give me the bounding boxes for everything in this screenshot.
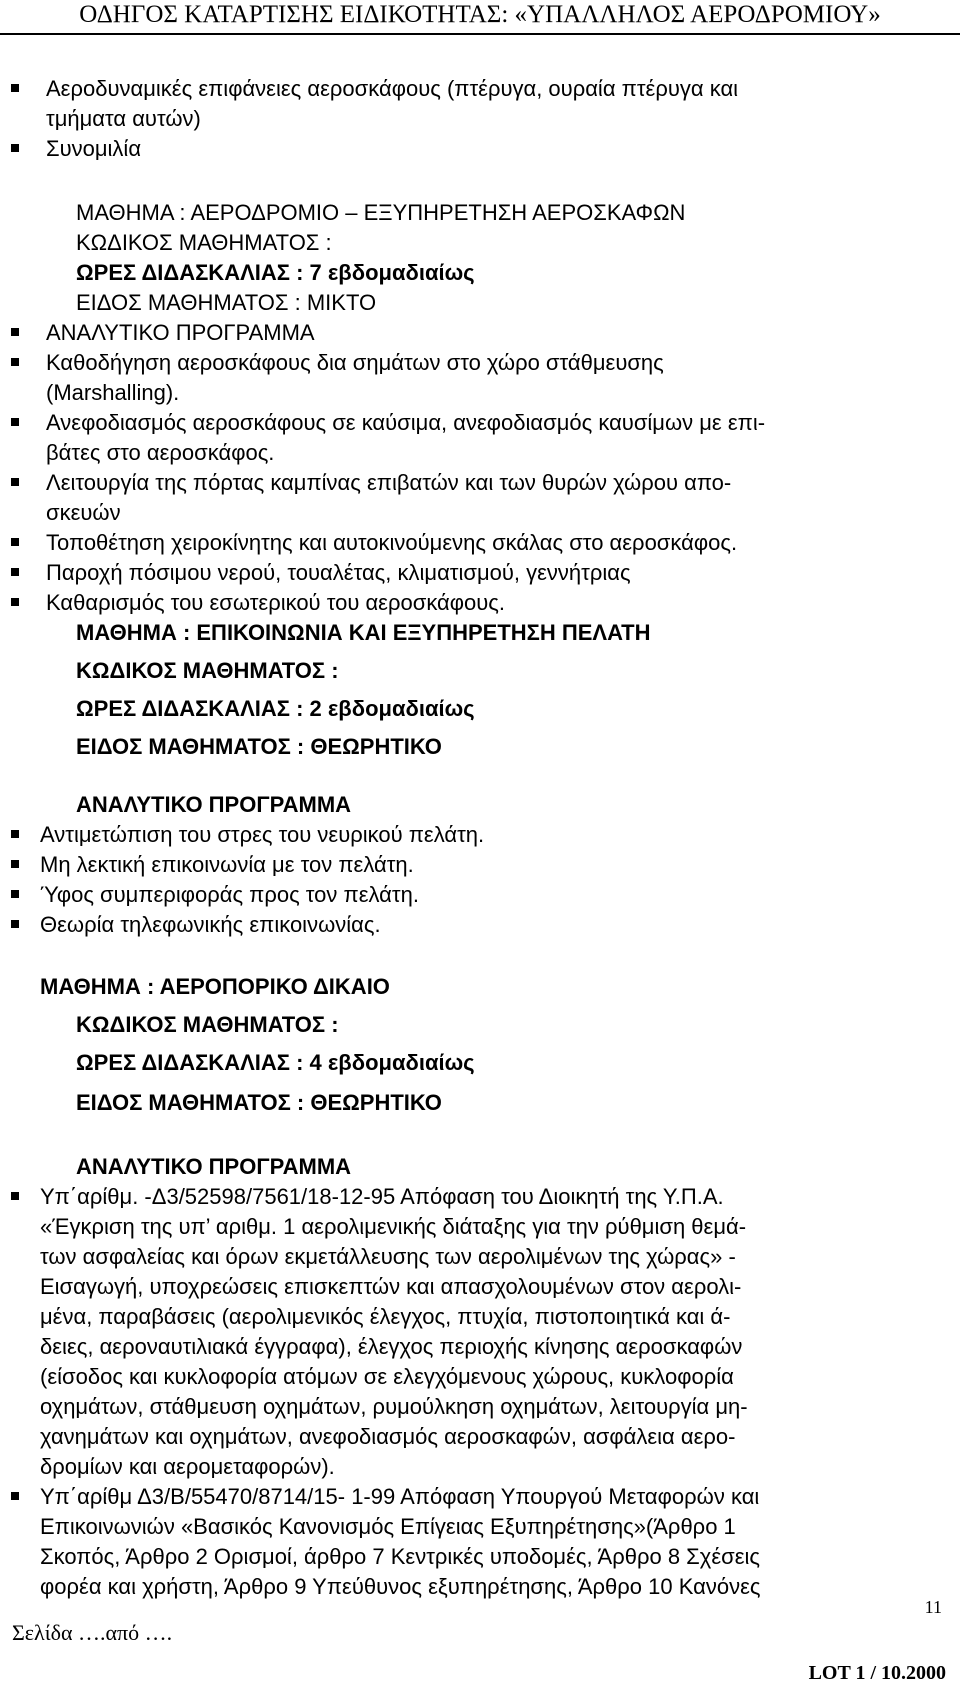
course-type [0,1088,960,1118]
bullet-item [0,134,960,164]
course-title-text: ΜΑΘΗΜΑ : ΑΕΡΟΔΡΟΜΙΟ – ΕΞΥΠΗΡΕΤΗΣΗ ΑΕΡΟΣΚΑΦΩΝ [76,200,686,225]
bullet-text-continued: φορέα και χρήστη, Άρθρο 9 Υπεύθυνος εξυπηρέτησης, Άρθρο 10 Κανόνες [40,1574,761,1599]
bullet-text-continued: δρομίων και αερομεταφορών). [40,1454,335,1479]
bullet-text-continued: Σκοπός, Άρθρο 2 Ορισμοί, άρθρο 7 Κεντρικές υποδομές, Άρθρο 8 Σχέσεις [40,1544,761,1569]
course-title-text: ΜΑΘΗΜΑ : ΑΕΡΟΠΟΡΙΚΟ ΔΙΚΑΙΟ [40,974,390,999]
syllabus-heading-text: ΑΝΑΛΥΤΙΚΟ ΠΡΟΓΡΑΜΜΑ [76,1154,352,1179]
bullet-icon [11,328,19,336]
bullet-item [0,1482,960,1512]
bullet-text: Καθοδήγηση αεροσκάφους δια σημάτων στο χώρο στάθμευσης [46,350,664,375]
bullet-text-continued: χανημάτων και οχημάτων, ανεφοδιασμός αεροσκαφών, ασφάλεια αερο- [40,1424,736,1449]
bullet-icon [11,144,19,152]
bullet-icon [11,860,19,868]
bullet-text: Ανεφοδιασμός αεροσκάφους σε καύσιμα, ανεφοδιασμός καυσίμων με επι- [46,410,766,435]
course-code [0,228,960,258]
bullet-item [0,348,960,378]
bullet-text-continued: τμήματα αυτών) [46,106,201,131]
bullet-text-continued: (είσοδος και κυκλοφορία ατόμων σε ελεγχόμενους χώρους, κυκλοφορία [40,1364,734,1389]
bullet-text: Καθαρισμός του εσωτερικού του αεροσκάφους. [46,590,506,615]
text-line [0,1452,960,1482]
text-line [0,1422,960,1452]
text-line [0,378,960,408]
bullet-text-continued: «Έγκριση της υπ’ αριθμ. 1 αερολιμενικής διάταξης για την ρύθμιση θεμά- [40,1214,747,1239]
bullet-icon [11,84,19,92]
course-type-text: ΕΙΔΟΣ ΜΑΘΗΜΑΤΟΣ : ΜΙΚΤΟ [76,290,377,315]
bullet-icon [11,358,19,366]
bullet-icon [11,1492,19,1500]
bullet-text-continued: μένα, παραβάσεις (αερολιμενικός έλεγχος, πτυχία, πιστοποιητικά και ά- [40,1304,731,1329]
text-line [0,104,960,134]
text-line [0,1242,960,1272]
bullet-text-continued: (Marshalling). [46,380,180,405]
bullet-item [0,850,960,880]
document-body [0,74,960,1602]
course-code-text: ΚΩΔΙΚΟΣ ΜΑΘΗΜΑΤΟΣ : [76,230,332,255]
text-line [0,1362,960,1392]
bullet-text: Αεροδυναμικές επιφάνειες αεροσκάφους (πτέρυγα, ουραία πτέρυγα και [46,76,739,101]
course-hours-text: ΩΡΕΣ ΔΙΔΑΣΚΑΛΙΑΣ : 2 εβδομαδιαίως [76,696,475,721]
bullet-icon [11,568,19,576]
bullet-text-continued: Εισαγωγή, υποχρεώσεις επισκεπτών και απασχολουμένων στον αερολι- [40,1274,742,1299]
bullet-item [0,408,960,438]
bullet-text: Συνομιλία [46,136,142,161]
bullet-icon [11,1192,19,1200]
text-line [0,1542,960,1572]
text-line [0,1392,960,1422]
bullet-text: Τοποθέτηση χειροκίνητης και αυτοκινούμενης σκάλας στο αεροσκάφος. [46,530,738,555]
text-line [0,1212,960,1242]
bullet-text: Μη λεκτική επικοινωνία με τον πελάτη. [40,852,414,877]
bullet-text-continued: σκευών [46,500,121,525]
course-code [0,656,960,686]
bullet-icon [11,920,19,928]
bullet-item [0,318,960,348]
header-rule [0,33,960,35]
bullet-text: Υπ΄αρίθμ Δ3/Β/55470/8714/15- 1-99 Απόφαση Υπουργού Μεταφορών και [40,1484,760,1509]
bullet-text: Ύφος συμπεριφοράς προς τον πελάτη. [40,882,419,907]
bullet-icon [11,478,19,486]
lot-label: LOT 1 / 10.2000 [808,1662,946,1684]
syllabus-heading-text: ΑΝΑΛΥΤΙΚΟ ΠΡΟΓΡΑΜΜΑ [76,792,352,817]
bullet-icon [11,890,19,898]
bullet-item [0,820,960,850]
text-line [0,1512,960,1542]
bullet-text-continued: οχημάτων, στάθμευση οχημάτων, ρυμούλκηση οχημάτων, λειτουργία μη- [40,1394,748,1419]
course-code-text: ΚΩΔΙΚΟΣ ΜΑΘΗΜΑΤΟΣ : [76,658,339,683]
bullet-text: Αντιμετώπιση του στρες του νευρικού πελάτη. [40,822,485,847]
bullet-item [0,1182,960,1212]
course-type-text: ΕΙΔΟΣ ΜΑΘΗΜΑΤΟΣ : ΘΕΩΡΗΤΙΚΟ [76,1090,442,1115]
course-type-text: ΕΙΔΟΣ ΜΑΘΗΜΑΤΟΣ : ΘΕΩΡΗΤΙΚΟ [76,734,442,759]
page-label: Σελίδα ….από …. [12,1620,173,1645]
page-number: 11 [924,1597,942,1617]
bullet-item [0,880,960,910]
bullet-text-continued: βάτες στο αεροσκάφος. [46,440,275,465]
course-code-text: ΚΩΔΙΚΟΣ ΜΑΘΗΜΑΤΟΣ : [76,1012,339,1037]
course-type [0,732,960,762]
course-hours [0,1048,960,1078]
bullet-icon [11,830,19,838]
bullet-text: Υπ΄αρίθμ. -Δ3/52598/7561/18-12-95 Απόφαση του Διοικητή της Υ.Π.Α. [40,1184,724,1209]
bullet-text: Θεωρία τηλεφωνικής επικοινωνίας. [40,912,381,937]
text-line [0,1272,960,1302]
bullet-text-continued: Επικοινωνιών «Βασικός Κανονισμός Επίγειας Εξυπηρέτησης»(Άρθρο 1 [40,1514,736,1539]
bullet-text-continued: δειες, αεροναυτιλιακά έγγραφα), έλεγχος περιοχής κίνησης αεροσκαφών [40,1334,743,1359]
course-title [0,198,960,228]
bullet-item [0,528,960,558]
course-hours-text: ΩΡΕΣ ΔΙΔΑΣΚΑΛΙΑΣ : 7 εβδομαδιαίως [76,260,475,285]
syllabus-heading [0,790,960,820]
bullet-text: Παροχή πόσιμου νερού, τουαλέτας, κλιματισμού, γεννήτριας [46,560,631,585]
course-title-text: ΜΑΘΗΜΑ : ΕΠΙΚΟΙΝΩΝΙΑ ΚΑΙ ΕΞΥΠΗΡΕΤΗΣΗ ΠΕΛΑΤΗ [76,620,651,645]
course-title [0,618,960,648]
course-hours-text: ΩΡΕΣ ΔΙΔΑΣΚΑΛΙΑΣ : 4 εβδομαδιαίως [76,1050,475,1075]
text-line [0,498,960,528]
bullet-text-continued: των ασφαλείας και όρων εκμετάλλευσης των αερολιμένων της χώρας» - [40,1244,736,1269]
text-line [0,1302,960,1332]
course-hours [0,258,960,288]
bullet-item [0,468,960,498]
syllabus-heading [0,1152,960,1182]
bullet-item [0,558,960,588]
bullet-item [0,74,960,104]
bullet-text: ΑΝΑΛΥΤΙΚΟ ΠΡΟΓΡΑΜΜΑ [46,320,315,345]
bullet-item [0,588,960,618]
bullet-icon [11,598,19,606]
bullet-icon [11,538,19,546]
course-type [0,288,960,318]
text-line [0,1572,960,1602]
bullet-text: Λειτουργία της πόρτας καμπίνας επιβατών και των θυρών χώρου απο- [46,470,732,495]
bullet-item [0,910,960,940]
text-line [0,438,960,468]
course-hours [0,694,960,724]
text-line [0,1332,960,1362]
course-title [0,972,960,1002]
document-header: ΟΔΗΓΟΣ ΚΑΤΑΡΤΙΣΗΣ ΕΙΔΙΚΟΤΗΤΑΣ: «ΥΠΑΛΛΗΛΟΣ ΑΕΡΟΔΡΟΜΙΟΥ» [79,1,881,28]
bullet-icon [11,418,19,426]
course-code [0,1010,960,1040]
